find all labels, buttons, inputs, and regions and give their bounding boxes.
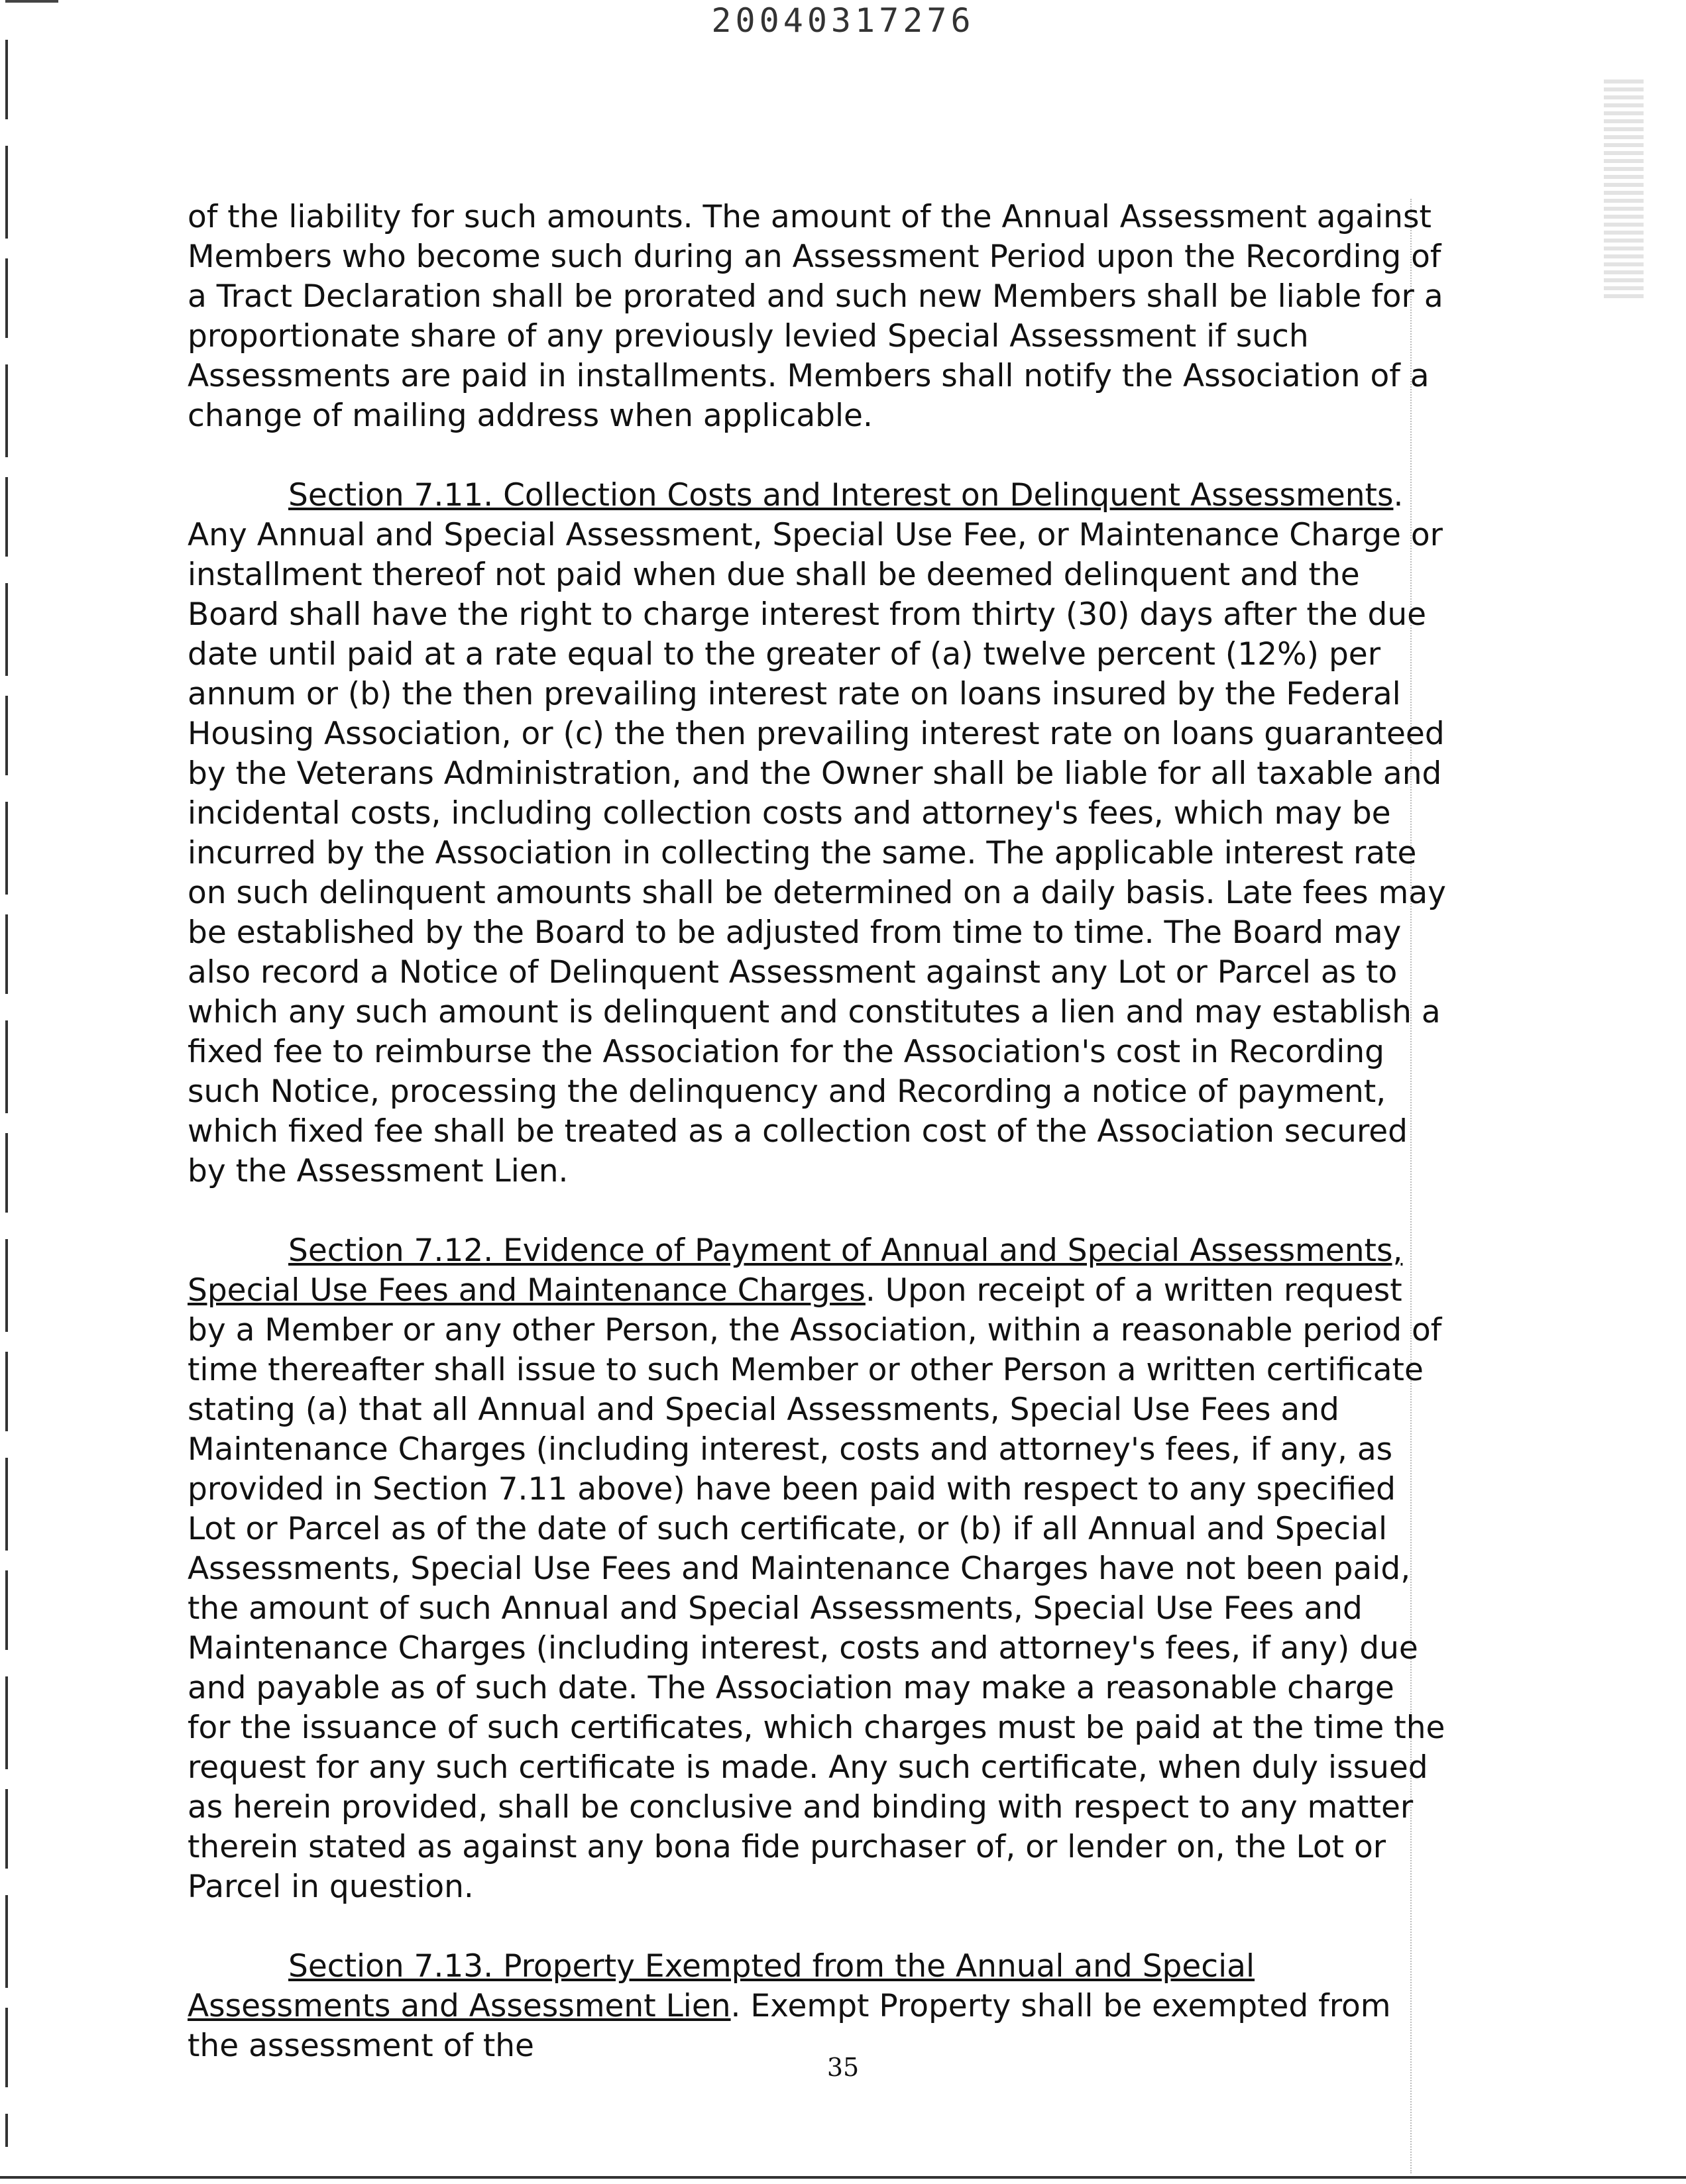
document-number: 20040317276 <box>711 1 975 40</box>
section-text: . Upon receipt of a written request by a Member or any other Person, the Association, within a reasonable period of time thereafter shall issue to such Member or other Person a written certificate stating (a) that all Annual and Special Assessments, Special Use Fees and Maintenance Charges (including interest, costs and attorney's fees, if any, as provided in Section 7.11 above) have been paid with respect to any specified Lot or Parcel as of the date of such certificate, or (b) if all Annual and Special Assessments, Special Use Fees and Maintenance Charges have not been paid, the amount of such Annual and Special Assessments, Special Use Fees and Maintenance Charges (including interest, costs and attorney's fees, if any) due and payable as of such date. The Association may make a reasonable charge for the issuance of such certificates, which charges must be paid at the time the request for any such certificate is made. Any such certificate, when duly issued as herein provided, shall be conclusive and binding with respect to any matter therein stated as against any bona fide purchaser of, or lender on, the Lot or Parcel in question. <box>188 1272 1445 1905</box>
paragraph-text: of the liability for such amounts. The amount of the Annual Assessment against Members who become such during an Assessment Period upon the Recording of a Tract Declaration shall be prorated and such new Members shall be liable for a proportionate share of any previously levied Special Assessment if such Assessments are paid in installments. Members shall notify the Association of a change of mailing address when applicable. <box>188 199 1443 434</box>
section-7-13 <box>188 1947 1447 2066</box>
section-text: . Any Annual and Special Assessment, Special Use Fee, or Maintenance Charge or installment thereof not paid when due shall be deemed delinquent and the Board shall have the right to charge interest from thirty (30) days after the due date until paid at a rate equal to the greater of (a) twelve percent (12%) per annum or (b) the then prevailing interest rate on loans insured by the Federal Housing Association, or (c) the then prevailing interest rate on loans guaranteed by the Veterans Administration, and the Owner shall be liable for all taxable and incidental costs, including collection costs and attorney's fees, which may be incurred by the Association in collecting the same. The applicable interest rate on such delinquent amounts shall be determined on a daily basis. Late fees may be established by the Board to be adjusted from time to time. The Board may also record a Notice of Delinquent Assessment against any Lot or Parcel as to which any such amount is delinquent and constitutes a lien and may establish a fixed fee to reimburse the Association for the Association's cost in Recording such Notice, processing the delinquency and Recording a notice of payment, which fixed fee shall be treated as a collection cost of the Association secured by the Assessment Lien. <box>188 477 1446 1189</box>
page-number: 35 <box>826 2053 860 2082</box>
section-heading: Section 7.13. Property Exempted from the Annual and Special Assessments and Assessment Lien <box>188 1948 1255 2024</box>
section-text: . Exempt Property shall be exempted from the assessment of the <box>188 1988 1391 2064</box>
section-7-11 <box>188 476 1447 1191</box>
paragraph-continuation <box>188 197 1447 436</box>
recording-stamp <box>1604 80 1644 298</box>
document-body <box>188 197 1447 2106</box>
section-heading: Section 7.11. Collection Costs and Interest on Delinquent Assessments <box>288 477 1394 514</box>
section-7-12 <box>188 1231 1447 1907</box>
section-heading: Section 7.12. Evidence of Payment of Annual and Special Assessments, Special Use Fees and Maintenance Charges <box>188 1232 1403 1309</box>
scan-bottom-edge <box>0 2176 1686 2179</box>
scan-left-edge <box>5 40 8 2147</box>
